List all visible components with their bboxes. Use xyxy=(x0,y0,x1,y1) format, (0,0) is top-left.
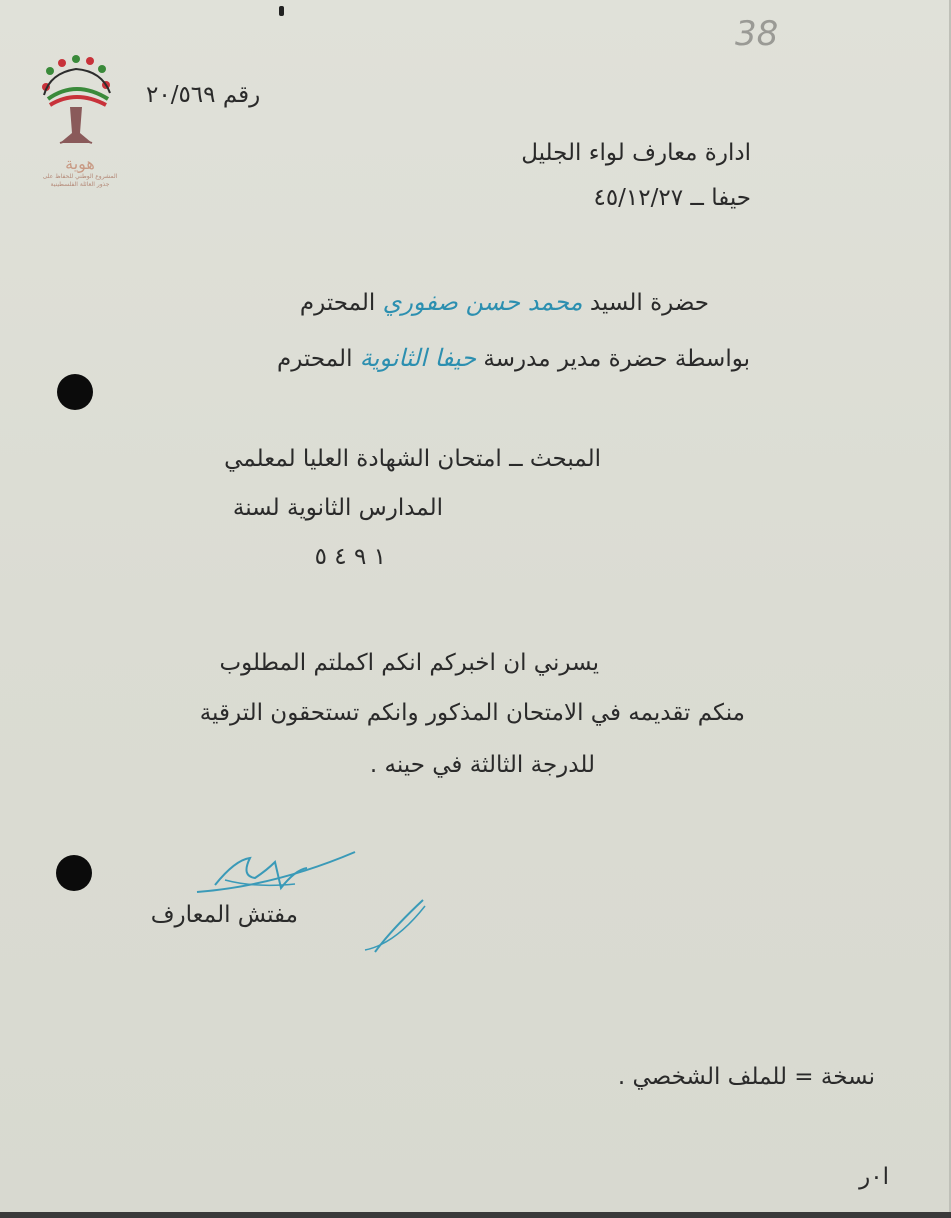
logo-tagline-2: جذور العائلة الفلسطينية xyxy=(50,181,110,188)
copy-note: نسخة = للملف الشخصي . xyxy=(617,1064,875,1090)
signature-title: مفتش المعارف xyxy=(150,902,298,928)
body-line-2: منكم تقديمه في الامتحان المذكور وانكم تستحقون الترقية xyxy=(199,700,745,726)
addressee-suffix: المحترم xyxy=(299,290,376,316)
typist-initials: ا٠ر xyxy=(859,1164,889,1190)
reference-number: رقم ٢٠/٥٦٩ xyxy=(146,82,261,108)
punch-hole-bottom xyxy=(56,855,92,891)
pencil-page-number: 38 xyxy=(735,14,779,54)
page-edge-bottom xyxy=(0,1212,951,1218)
logo-tagline-1: المشروع الوطني للحفاظ على xyxy=(42,173,118,180)
logo-name: هوية xyxy=(65,154,95,173)
subject-year: ١ ٩ ٤ ٥ xyxy=(314,544,386,570)
handwritten-school: حيفا الثانوية xyxy=(359,344,477,372)
via-prefix: بواسطة حضرة مدير مدرسة xyxy=(483,346,750,372)
signature-mark xyxy=(195,840,435,960)
via-suffix: المحترم xyxy=(277,346,353,372)
ink-speck xyxy=(279,6,284,16)
subject-line-1: المبحث ــ امتحان الشهادة العليا لمعلمي xyxy=(224,446,601,472)
addressee-line xyxy=(300,288,709,316)
body-line-1: يسرني ان اخبركم انكم اكملتم المطلوب xyxy=(219,650,599,676)
hawiya-logo xyxy=(30,55,130,215)
punch-hole-top xyxy=(57,374,93,410)
subject-line-2: المدارس الثانوية لسنة xyxy=(232,495,443,521)
body-line-3: للدرجة الثالثة في حينه . xyxy=(369,752,595,778)
sender-office: ادارة معارف لواء الجليل xyxy=(521,140,751,166)
via-line xyxy=(277,344,750,372)
addressee-prefix: حضرة السيد xyxy=(589,290,709,316)
family-tree-icon xyxy=(30,55,130,150)
handwritten-name: محمد حسن صفوري xyxy=(382,288,583,316)
place-date: حيفا ــ ٤٥/١٢/٢٧ xyxy=(593,185,751,211)
